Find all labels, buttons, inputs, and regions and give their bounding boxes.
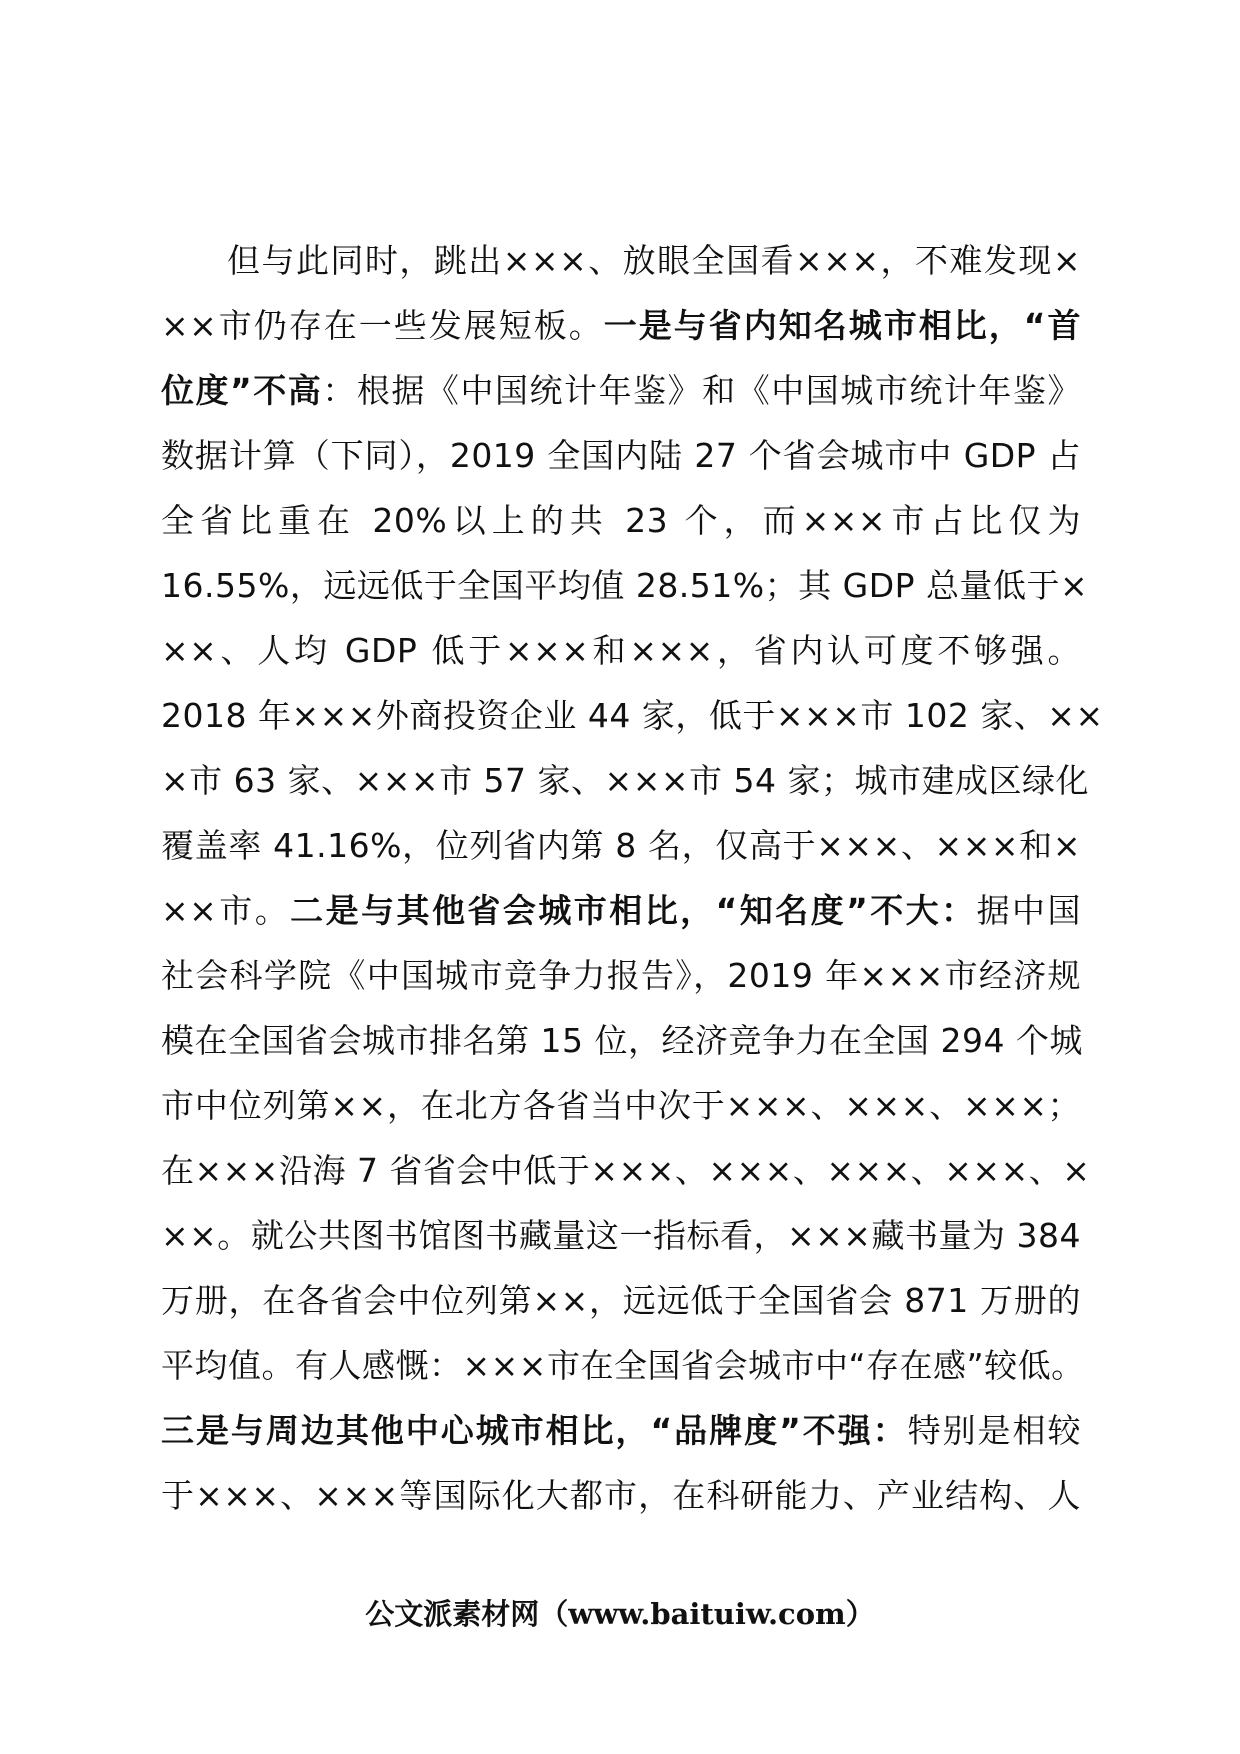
text-run: 社会科学院《中国城市竞争力报告》，2019 年×××市经济规 xyxy=(161,956,1081,995)
text-run: 但与此同时，跳出×××、放眼全国看×××，不难发现× xyxy=(227,241,1081,280)
text-run: ××市。 xyxy=(161,891,291,930)
text-line xyxy=(161,1203,1081,1268)
bold-text-run: 位度”不高 xyxy=(161,371,323,410)
text-run: 在×××沿海 7 省省会中低于×××、×××、×××、×××、× xyxy=(161,1151,1091,1190)
text-run: 据中国 xyxy=(976,891,1081,930)
text-line xyxy=(161,878,1081,943)
text-line xyxy=(161,748,1089,813)
text-run: 于×××、×××等国际化大都市，在科研能力、产业结构、人 xyxy=(161,1476,1081,1515)
text-line xyxy=(161,618,1081,683)
text-line xyxy=(161,1268,1081,1333)
text-line xyxy=(161,488,1081,553)
text-line xyxy=(161,683,1104,748)
bold-text-run: 三是与周边其他中心城市相比，“品牌度”不强： xyxy=(161,1411,908,1450)
text-run: 市中位列第××，在北方各省当中次于×××、×××、×××； xyxy=(161,1086,1081,1125)
text-run: 数据计算（下同），2019 全国内陆 27 个省会城市中 GDP 占 xyxy=(161,436,1081,475)
footer-watermark: 公文派素材网（www.baituiw.com） xyxy=(365,1597,875,1631)
text-line xyxy=(161,293,1081,358)
text-line xyxy=(161,553,1089,618)
text-line xyxy=(161,943,1081,1008)
text-line xyxy=(161,1463,1081,1528)
text-run: 特别是相较 xyxy=(907,1411,1081,1450)
text-run: 平均值。有人感慨：×××市在全国省会城市中“存在感”较低。 xyxy=(161,1346,1085,1385)
text-line xyxy=(161,358,1081,423)
text-line xyxy=(161,1333,1085,1398)
text-run: ：根据《中国统计年鉴》和《中国城市统计年鉴》 xyxy=(322,371,1081,410)
bold-text-run: 二是与其他省会城市相比，“知名度”不大： xyxy=(290,891,977,930)
text-run: ××。就公共图书馆图书藏量这一指标看，×××藏书量为 384 xyxy=(161,1216,1081,1255)
text-run: 模在全国省会城市排名第 15 位，经济竞争力在全国 294 个城 xyxy=(161,1021,1083,1060)
text-line xyxy=(161,1073,1081,1138)
text-line xyxy=(161,228,1081,293)
text-line xyxy=(161,1008,1081,1073)
text-line xyxy=(161,813,1081,878)
text-run: 覆盖率 41.16%，位列省内第 8 名，仅高于×××、×××和× xyxy=(161,826,1081,865)
body-paragraph xyxy=(161,228,1104,1528)
text-line xyxy=(161,1138,1091,1203)
text-line xyxy=(161,1398,1081,1463)
text-run: 万册，在各省会中位列第××，远远低于全国省会 871 万册的 xyxy=(161,1281,1081,1320)
text-run: 16.55%，远远低于全国平均值 28.51%；其 GDP 总量低于× xyxy=(161,566,1089,605)
text-run: ××、人均 GDP 低于×××和×××，省内认可度不够强。 xyxy=(161,631,1081,670)
text-run: 2018 年×××外商投资企业 44 家，低于×××市 102 家、×× xyxy=(161,696,1104,735)
bold-text-run: 一是与省内知名城市相比，“首 xyxy=(603,306,1081,345)
text-run: ×市 63 家、×××市 57 家、×××市 54 家；城市建成区绿化 xyxy=(161,761,1089,800)
text-run: ××市仍存在一些发展短板。 xyxy=(161,306,604,345)
text-line xyxy=(161,423,1081,488)
text-run: 全省比重在 20%以上的共 23 个，而×××市占比仅为 xyxy=(161,501,1081,540)
